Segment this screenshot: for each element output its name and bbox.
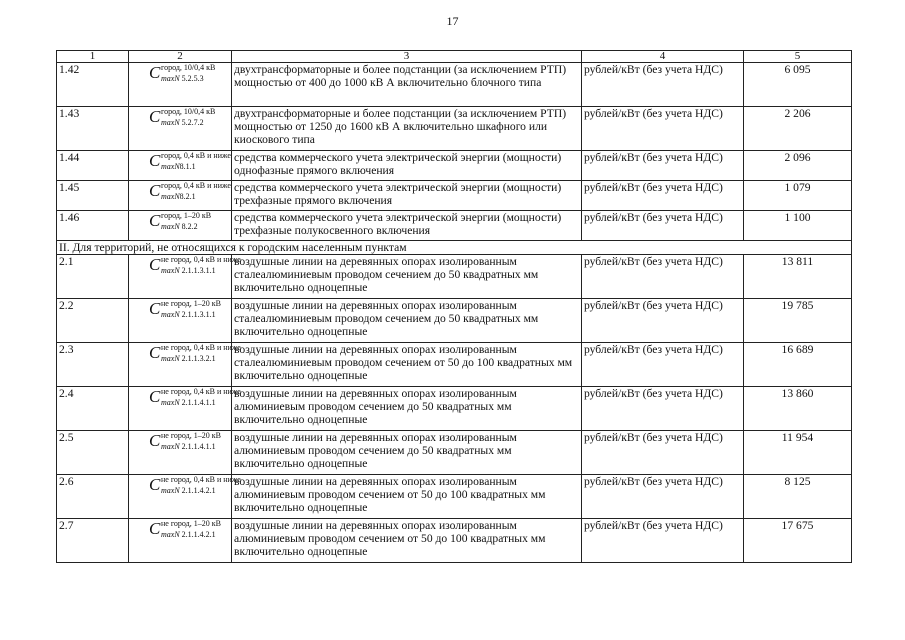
description-text: средства коммерческого учета электрической энергии (мощности) трехфазные прямого включения bbox=[234, 181, 562, 207]
rate-symbol bbox=[149, 519, 299, 541]
rate-symbol-cell bbox=[129, 211, 232, 241]
rate-symbol-subscript-index: 8.1.1 bbox=[179, 162, 196, 171]
rate-symbol-subscript-index: 2.1.1.3.2.1 bbox=[179, 354, 216, 363]
description-text: двухтрансформаторные и более подстанции (за исключением РТП) мощностью от 400 до 1000 кВ А включительно блочного типа bbox=[234, 63, 567, 89]
description-text: средства коммерческого учета электрической энергии (мощности) однофазные прямого включения bbox=[234, 151, 562, 177]
table-row bbox=[57, 475, 852, 519]
rate-symbol-subscript-index: 2.1.1.4.2.1 bbox=[179, 530, 216, 539]
rate-symbol bbox=[149, 387, 299, 409]
row-number-text: 1.44 bbox=[59, 151, 80, 164]
value-text: 1 079 bbox=[784, 181, 811, 194]
unit-cell bbox=[582, 299, 744, 343]
table-row bbox=[57, 63, 852, 107]
rate-symbol-subscript-index: 5.2.5.3 bbox=[179, 74, 204, 83]
unit-cell bbox=[582, 343, 744, 387]
rate-symbol-subscript-index: 8.2.1 bbox=[179, 192, 196, 201]
row-number bbox=[57, 475, 129, 519]
rate-symbol-subscript bbox=[161, 442, 216, 451]
unit-cell bbox=[582, 387, 744, 431]
rate-symbol-letter: C bbox=[149, 387, 161, 406]
value-text: 11 954 bbox=[781, 431, 814, 444]
value-cell bbox=[744, 211, 852, 241]
row-number bbox=[57, 299, 129, 343]
rate-symbol-letter: C bbox=[149, 151, 161, 170]
rate-symbol-letter: C bbox=[149, 299, 161, 318]
value-cell bbox=[744, 63, 852, 107]
rate-symbol bbox=[149, 431, 299, 453]
section-row bbox=[57, 241, 852, 255]
row-number bbox=[57, 211, 129, 241]
rate-symbol-letter: C bbox=[149, 107, 161, 126]
rate-symbol-subscript bbox=[161, 266, 216, 275]
value-text: 1 100 bbox=[784, 211, 811, 224]
table-body bbox=[57, 51, 852, 563]
unit-cell bbox=[582, 151, 744, 181]
rate-symbol bbox=[149, 255, 299, 277]
description-text: воздушные линии на деревянных опорах изолированным сталеалюминиевым проводом сечением до 50 квадратных мм включительно одноцепные bbox=[234, 299, 539, 338]
unit-text: рублей/кВт (без учета НДС) bbox=[584, 431, 723, 444]
value-cell bbox=[744, 107, 852, 151]
unit-cell bbox=[582, 475, 744, 519]
rate-symbol-cell bbox=[129, 519, 232, 563]
rate-symbol-subscript bbox=[161, 354, 216, 363]
rate-symbol-superscript: не город, 0,4 кВ и ниже bbox=[161, 475, 241, 484]
rate-symbol-cell bbox=[129, 299, 232, 343]
rate-symbol-subscript-index: 2.1.1.3.1.1 bbox=[179, 310, 216, 319]
unit-text: рублей/кВт (без учета НДС) bbox=[584, 181, 723, 194]
rate-symbol-subscript-index: 2.1.1.4.1.1 bbox=[179, 442, 216, 451]
unit-cell bbox=[582, 431, 744, 475]
table-row bbox=[57, 299, 852, 343]
rate-symbol bbox=[149, 343, 299, 365]
rate-symbol-subscript-var: maxN bbox=[161, 310, 180, 319]
description-text: воздушные линии на деревянных опорах изолированным алюминиевым проводом сечением от 50 до 100 квадратных мм включительно одноцепные bbox=[234, 475, 546, 514]
description-text: воздушные линии на деревянных опорах изолированным сталеалюминиевым проводом сечением до 50 квадратных мм включительно одноцепные bbox=[234, 255, 539, 294]
rate-symbol-subscript-var: maxN bbox=[161, 74, 180, 83]
row-number bbox=[57, 343, 129, 387]
rate-symbol-subscript-var: maxN bbox=[161, 222, 180, 231]
description-text: воздушные линии на деревянных опорах изолированным сталеалюминиевым проводом сечением от 50 до 100 квадратных мм включительно одноцепные bbox=[234, 343, 573, 382]
unit-text: рублей/кВт (без учета НДС) bbox=[584, 519, 723, 532]
value-cell bbox=[744, 299, 852, 343]
unit-text: рублей/кВт (без учета НДС) bbox=[584, 255, 723, 268]
row-number-text: 2.2 bbox=[59, 299, 74, 312]
table-row bbox=[57, 211, 852, 241]
rate-symbol-cell bbox=[129, 431, 232, 475]
rate-symbol bbox=[149, 63, 299, 85]
rate-symbol bbox=[149, 475, 299, 497]
tariff-table bbox=[56, 50, 852, 563]
unit-cell bbox=[582, 181, 744, 211]
rate-symbol-cell bbox=[129, 343, 241, 387]
row-number bbox=[57, 387, 129, 431]
rate-symbol-subscript-var: maxN bbox=[161, 530, 180, 539]
rate-symbol-cell bbox=[129, 255, 241, 299]
row-number-text: 2.1 bbox=[59, 255, 74, 268]
unit-text: рублей/кВт (без учета НДС) bbox=[584, 63, 723, 76]
rate-symbol-superscript: город, 0,4 кВ и ниже bbox=[161, 151, 231, 160]
table-row bbox=[57, 431, 852, 475]
table-row bbox=[57, 519, 852, 563]
rate-symbol-cell bbox=[129, 151, 232, 181]
value-cell bbox=[744, 255, 852, 299]
table-row bbox=[57, 343, 852, 387]
rate-symbol-letter: C bbox=[149, 63, 161, 82]
value-text: 6 095 bbox=[784, 63, 811, 76]
rate-symbol-subscript-var: maxN bbox=[161, 118, 180, 127]
column-header-1: 1 bbox=[57, 51, 129, 63]
value-cell bbox=[744, 343, 852, 387]
unit-cell bbox=[582, 107, 744, 151]
rate-symbol-superscript: не город, 1–20 кВ bbox=[161, 299, 221, 308]
description-text: воздушные линии на деревянных опорах изолированным алюминиевым проводом сечением до 50 квадратных мм включительно одноцепные bbox=[234, 387, 517, 426]
rate-symbol-superscript: город, 0,4 кВ и ниже bbox=[161, 181, 231, 190]
rate-symbol-letter: C bbox=[149, 343, 161, 362]
rate-symbol bbox=[149, 181, 299, 203]
rate-symbol-cell bbox=[129, 107, 232, 151]
rate-symbol-letter: C bbox=[149, 431, 161, 450]
rate-symbol bbox=[149, 107, 299, 129]
row-number-text: 2.5 bbox=[59, 431, 74, 444]
rate-symbol-subscript bbox=[161, 398, 216, 407]
rate-symbol-cell bbox=[129, 181, 232, 211]
rate-symbol-superscript: не город, 1–20 кВ bbox=[161, 519, 221, 528]
table-row bbox=[57, 255, 852, 299]
value-text: 16 689 bbox=[781, 343, 814, 356]
rate-symbol bbox=[149, 211, 299, 233]
row-number-text: 2.6 bbox=[59, 475, 74, 488]
rate-symbol-subscript bbox=[161, 118, 204, 127]
row-number bbox=[57, 151, 129, 181]
rate-symbol-letter: C bbox=[149, 255, 161, 274]
row-number bbox=[57, 63, 129, 107]
section-heading: II. Для территорий, не относящихся к городским населенным пунктам bbox=[57, 241, 852, 255]
unit-text: рублей/кВт (без учета НДС) bbox=[584, 299, 723, 312]
row-number bbox=[57, 431, 129, 475]
rate-symbol-subscript bbox=[161, 486, 216, 495]
table-row bbox=[57, 387, 852, 431]
rate-symbol-superscript: не город, 0,4 кВ и ниже bbox=[161, 343, 241, 352]
unit-text: рублей/кВт (без учета НДС) bbox=[584, 387, 723, 400]
unit-text: рублей/кВт (без учета НДС) bbox=[584, 343, 723, 356]
description-text: средства коммерческого учета электрической энергии (мощности) трехфазные полукосвенного включения bbox=[234, 211, 562, 237]
rate-symbol-letter: C bbox=[149, 181, 161, 200]
value-cell bbox=[744, 151, 852, 181]
rate-symbol-superscript: не город, 1–20 кВ bbox=[161, 431, 221, 440]
description-text: воздушные линии на деревянных опорах изолированным алюминиевым проводом сечением от 50 до 100 квадратных мм включительно одноцепные bbox=[234, 519, 546, 558]
rate-symbol-superscript: не город, 0,4 кВ и ниже bbox=[161, 255, 241, 264]
rate-symbol-subscript bbox=[161, 222, 198, 231]
unit-text: рублей/кВт (без учета НДС) bbox=[584, 151, 723, 164]
value-cell bbox=[744, 519, 852, 563]
rate-symbol-cell bbox=[129, 475, 241, 519]
column-header-4: 4 bbox=[582, 51, 744, 63]
rate-symbol-letter: C bbox=[149, 519, 161, 538]
rate-symbol-superscript: город, 1–20 кВ bbox=[161, 211, 212, 220]
rate-symbol-cell bbox=[129, 387, 241, 431]
value-text: 8 125 bbox=[784, 475, 811, 488]
column-header-2: 2 bbox=[129, 51, 232, 63]
rate-symbol-subscript-var: maxN bbox=[161, 266, 180, 275]
unit-cell bbox=[582, 519, 744, 563]
rate-symbol-subscript-var: maxN bbox=[161, 192, 180, 201]
rate-symbol-subscript-index: 5.2.7.2 bbox=[179, 118, 204, 127]
value-text: 13 811 bbox=[781, 255, 814, 268]
value-text: 17 675 bbox=[781, 519, 814, 532]
row-number-text: 1.43 bbox=[59, 107, 80, 120]
value-cell bbox=[744, 431, 852, 475]
row-number bbox=[57, 181, 129, 211]
rate-symbol-superscript: не город, 0,4 кВ и ниже bbox=[161, 387, 241, 396]
rate-symbol-subscript-var: maxN bbox=[161, 486, 180, 495]
value-text: 2 096 bbox=[784, 151, 811, 164]
rate-symbol-subscript bbox=[161, 74, 204, 83]
rate-symbol-letter: C bbox=[149, 475, 161, 494]
value-text: 13 860 bbox=[781, 387, 814, 400]
description-text: двухтрансформаторные и более подстанции (за исключением РТП) мощностью от 1250 до 1600 кВ А включительно шкафного или киоскового типа bbox=[234, 107, 567, 146]
rate-symbol-subscript-var: maxN bbox=[161, 442, 180, 451]
header-row bbox=[57, 51, 852, 63]
rate-symbol-subscript bbox=[161, 162, 196, 171]
value-cell bbox=[744, 475, 852, 519]
row-number-text: 1.46 bbox=[59, 211, 80, 224]
rate-symbol-superscript: город, 10/0,4 кВ bbox=[161, 107, 216, 116]
rate-symbol-subscript-var: maxN bbox=[161, 354, 180, 363]
page-number: 17 bbox=[446, 14, 459, 28]
row-number bbox=[57, 255, 129, 299]
value-text: 2 206 bbox=[784, 107, 811, 120]
column-header-3: 3 bbox=[232, 51, 582, 63]
value-cell bbox=[744, 181, 852, 211]
row-number bbox=[57, 519, 129, 563]
unit-cell bbox=[582, 211, 744, 241]
rate-symbol-subscript bbox=[161, 310, 216, 319]
rate-symbol-subscript-index: 8.2.2 bbox=[179, 222, 198, 231]
table-row bbox=[57, 181, 852, 211]
rate-symbol bbox=[149, 151, 299, 173]
rate-symbol-subscript-var: maxN bbox=[161, 162, 180, 171]
rate-symbol-subscript-index: 2.1.1.3.1.1 bbox=[179, 266, 216, 275]
description-text: воздушные линии на деревянных опорах изолированным алюминиевым проводом сечением до 50 квадратных мм включительно одноцепные bbox=[234, 431, 517, 470]
unit-text: рублей/кВт (без учета НДС) bbox=[584, 107, 723, 120]
unit-text: рублей/кВт (без учета НДС) bbox=[584, 475, 723, 488]
rate-symbol-letter: C bbox=[149, 211, 161, 230]
row-number-text: 2.3 bbox=[59, 343, 74, 356]
rate-symbol-superscript: город, 10/0,4 кВ bbox=[161, 63, 216, 72]
table-row bbox=[57, 151, 852, 181]
unit-cell bbox=[582, 255, 744, 299]
rate-symbol bbox=[149, 299, 299, 321]
row-number-text: 1.45 bbox=[59, 181, 80, 194]
value-cell bbox=[744, 387, 852, 431]
row-number bbox=[57, 107, 129, 151]
row-number-text: 2.4 bbox=[59, 387, 74, 400]
table-row bbox=[57, 107, 852, 151]
unit-cell bbox=[582, 63, 744, 107]
column-header-5: 5 bbox=[744, 51, 852, 63]
rate-symbol-subscript-index: 2.1.1.4.2.1 bbox=[179, 486, 216, 495]
rate-symbol-subscript-index: 2.1.1.4.1.1 bbox=[179, 398, 216, 407]
rate-symbol-subscript bbox=[161, 530, 216, 539]
unit-text: рублей/кВт (без учета НДС) bbox=[584, 211, 723, 224]
rate-symbol-subscript-var: maxN bbox=[161, 398, 180, 407]
row-number-text: 1.42 bbox=[59, 63, 80, 76]
row-number-text: 2.7 bbox=[59, 519, 74, 532]
rate-symbol-cell bbox=[129, 63, 232, 107]
value-text: 19 785 bbox=[781, 299, 814, 312]
rate-symbol-subscript bbox=[161, 192, 196, 201]
